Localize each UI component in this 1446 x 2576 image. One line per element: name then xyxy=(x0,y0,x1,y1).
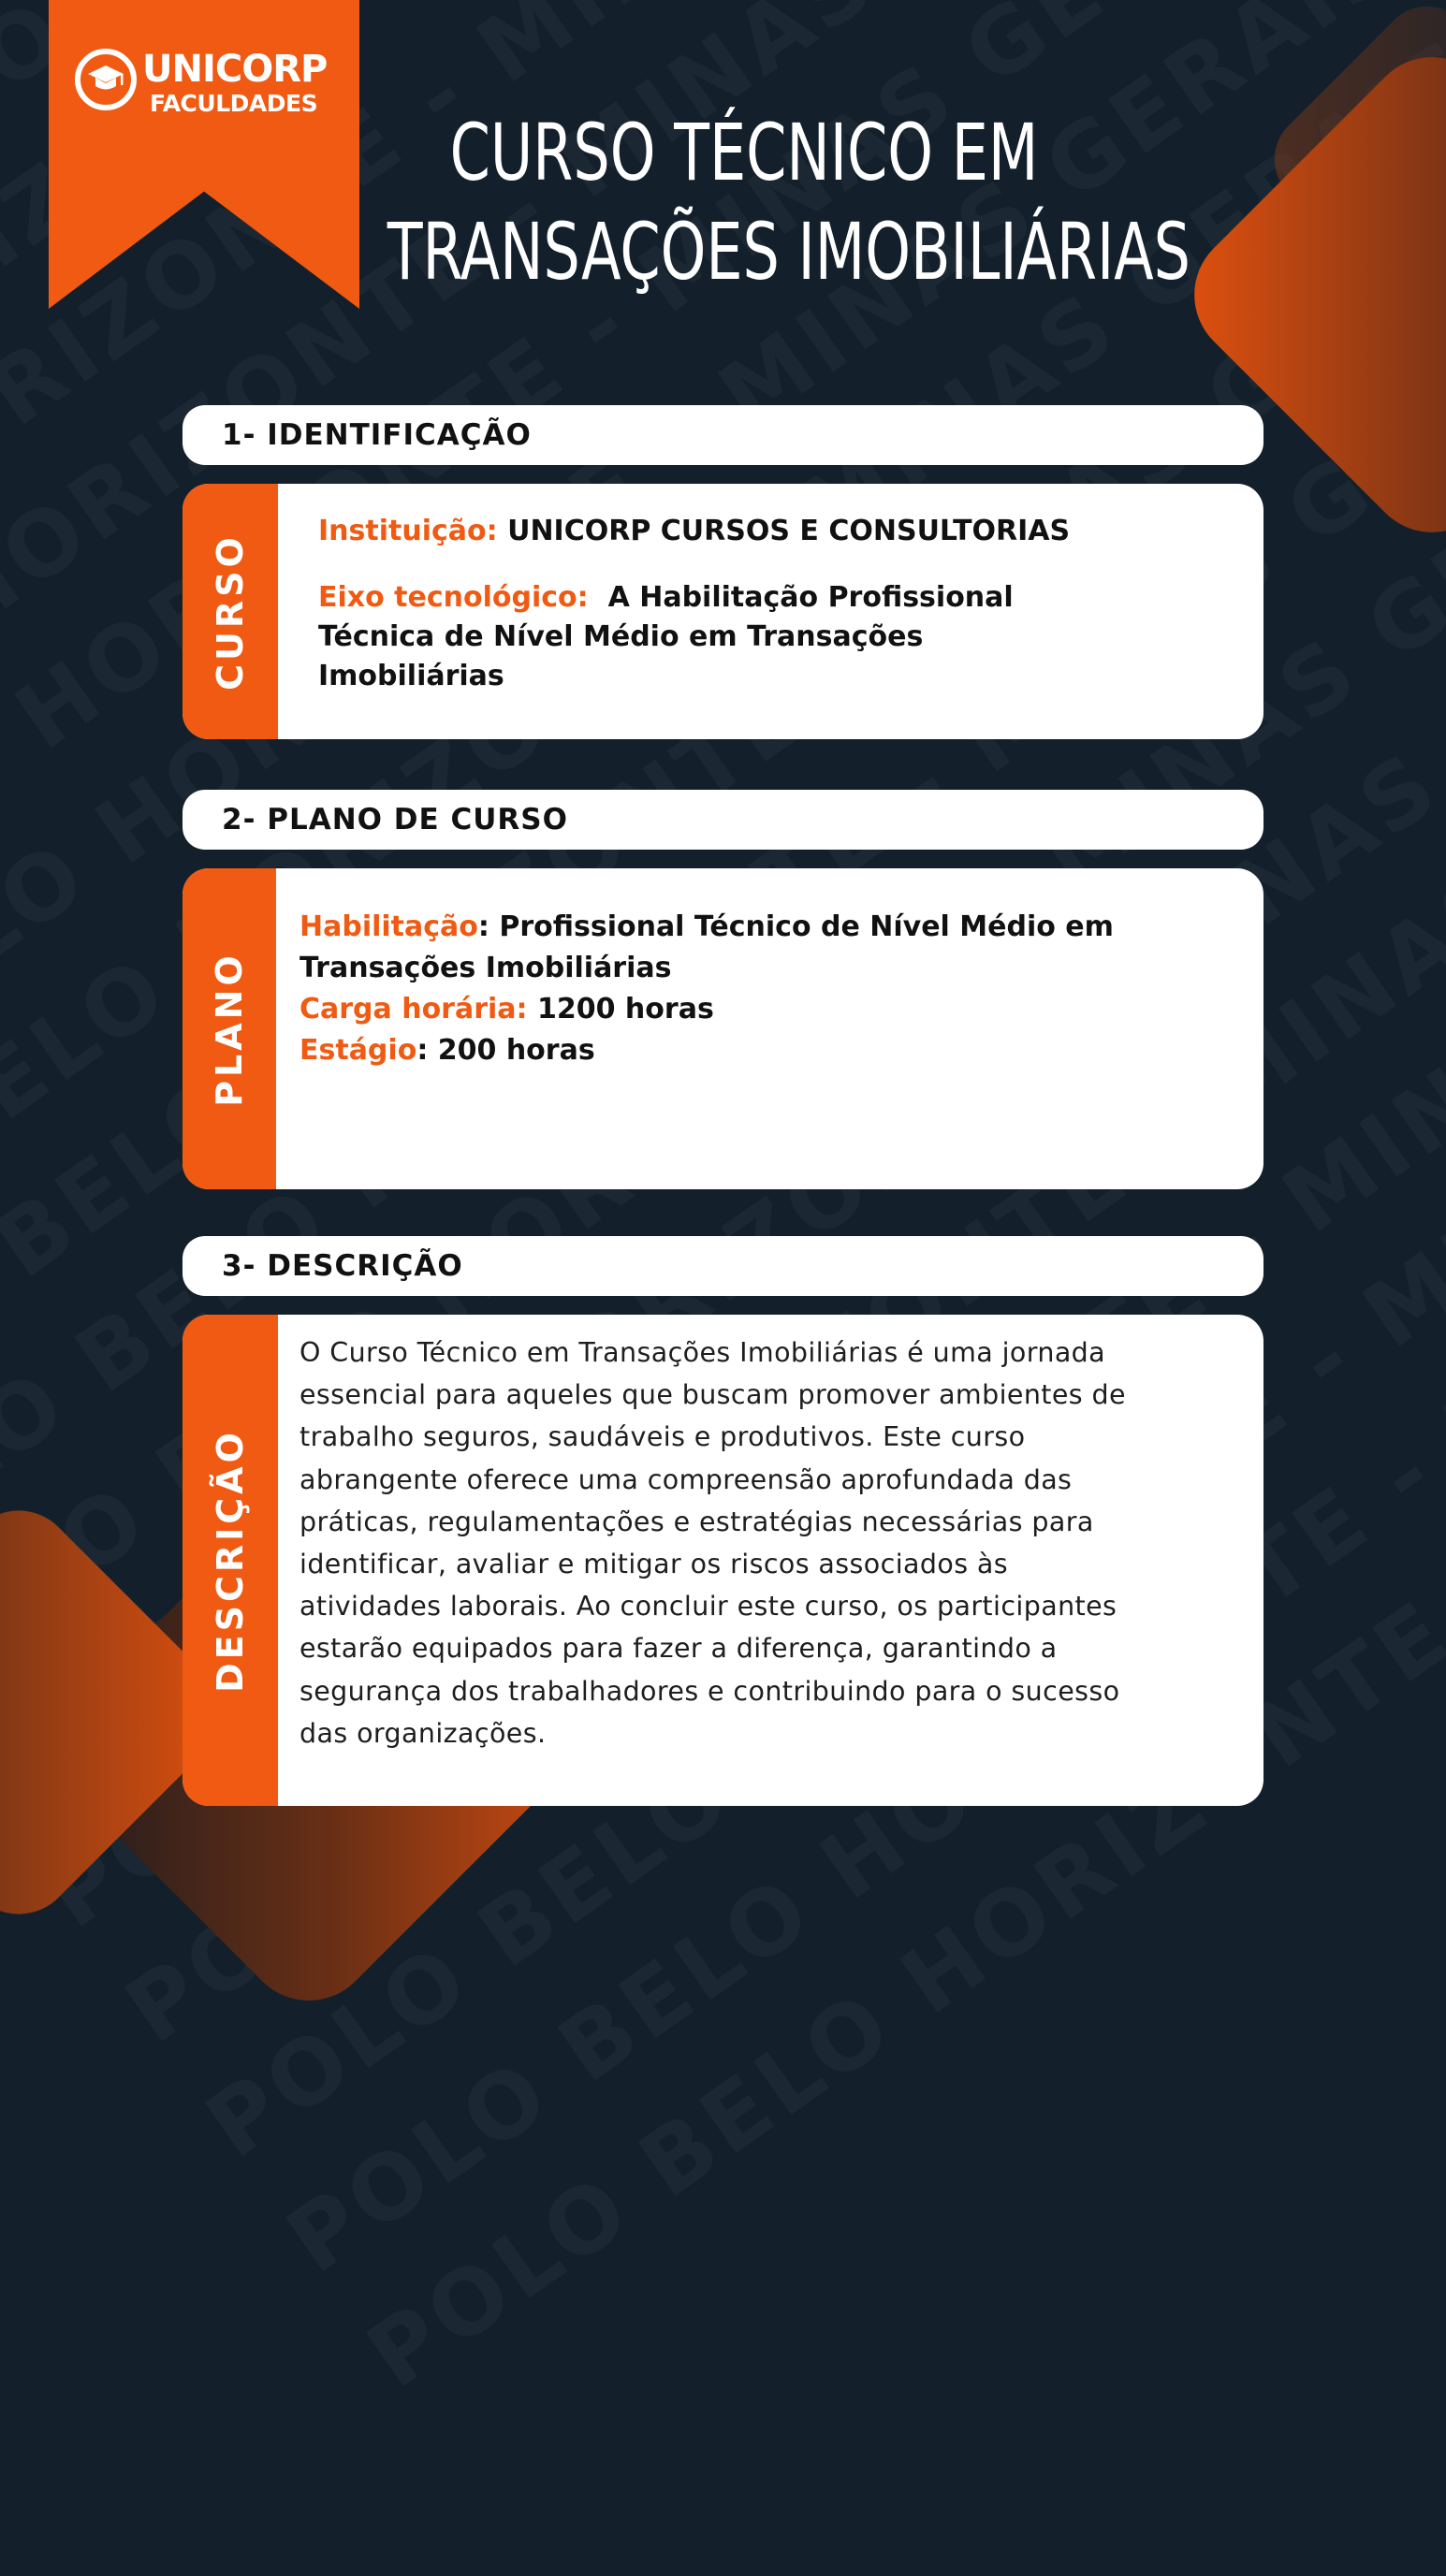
side-label-descricao: DESCRIÇÃO xyxy=(183,1315,278,1806)
description-line: atividades laborais. Ao concluir este curso, os participantes xyxy=(299,1591,1117,1623)
habilitacao-row xyxy=(299,907,1114,948)
side-label-curso: CURSO xyxy=(183,484,278,739)
brand-logo xyxy=(75,47,356,131)
description-line: trabalho seguros, saudáveis e produtivos. Este curso xyxy=(299,1421,1026,1453)
description-line: estarão equipados para fazer a diferença, garantindo a xyxy=(299,1633,1058,1665)
section-heading-descricao: 3- DESCRIÇÃO xyxy=(183,1236,1263,1296)
habilitacao-line-2: Transações Imobiliárias xyxy=(299,952,672,984)
description-line: O Curso Técnico em Transações Imobiliárias é uma jornada xyxy=(299,1337,1106,1368)
card-descricao xyxy=(183,1315,1263,1806)
habilitacao-line-1: : Profissional Técnico de Nível Médio em xyxy=(477,910,1114,943)
carga-value: 1200 horas xyxy=(527,993,714,1026)
description-line: abrangente oferece uma compreensão aprofundada das xyxy=(299,1463,1073,1495)
description-line: segurança dos trabalhadores e contribuindo para o sucesso xyxy=(299,1675,1120,1707)
estagio-value: : 200 horas xyxy=(416,1034,595,1067)
estagio-label: Estágio xyxy=(299,1034,417,1067)
carga-label: Carga horária: xyxy=(299,993,528,1026)
graduation-cap-icon xyxy=(75,49,137,110)
description-text xyxy=(299,1332,1245,1754)
card-identificacao xyxy=(183,484,1263,739)
plano-content xyxy=(299,907,1114,1071)
eixo-label: Eixo tecnológico: xyxy=(318,581,589,614)
page-title-line-1: CURSO TÉCNICO EM xyxy=(449,107,1039,198)
estagio-row xyxy=(299,1030,1114,1071)
eixo-row xyxy=(318,578,1070,618)
section-heading-identificacao: 1- IDENTIFICAÇÃO xyxy=(183,405,1263,465)
brand-subtitle: FACULDADES xyxy=(150,90,318,117)
eixo-line-3: Imobiliárias xyxy=(318,660,504,692)
instituicao-label: Instituição: xyxy=(318,515,498,547)
eixo-line-2: Técnica de Nível Médio em Transações xyxy=(318,620,924,653)
brand-name: UNICORP xyxy=(142,48,328,91)
instituicao-row xyxy=(318,512,1070,551)
description-line: identificar, avaliar e mitigar os riscos associados às xyxy=(299,1549,1009,1580)
carga-row xyxy=(299,989,1114,1030)
instituicao-value: UNICORP CURSOS E CONSULTORIAS xyxy=(507,515,1071,547)
side-label-plano: PLANO xyxy=(183,868,276,1189)
eixo-line-1: A Habilitação Profissional xyxy=(607,581,1014,614)
page-title-line-2: TRANSAÇÕES IMOBILIÁRIAS xyxy=(387,206,1191,298)
page-title xyxy=(387,103,1191,301)
description-line: essencial para aqueles que buscam promover ambientes de xyxy=(299,1379,1126,1411)
description-line: das organizações. xyxy=(299,1717,547,1749)
card-plano xyxy=(183,868,1263,1189)
identificacao-content xyxy=(318,512,1070,696)
section-heading-plano: 2- PLANO DE CURSO xyxy=(183,790,1263,850)
description-line: práticas, regulamentações e estratégias necessárias para xyxy=(299,1506,1094,1537)
habilitacao-label: Habilitação xyxy=(299,910,478,943)
